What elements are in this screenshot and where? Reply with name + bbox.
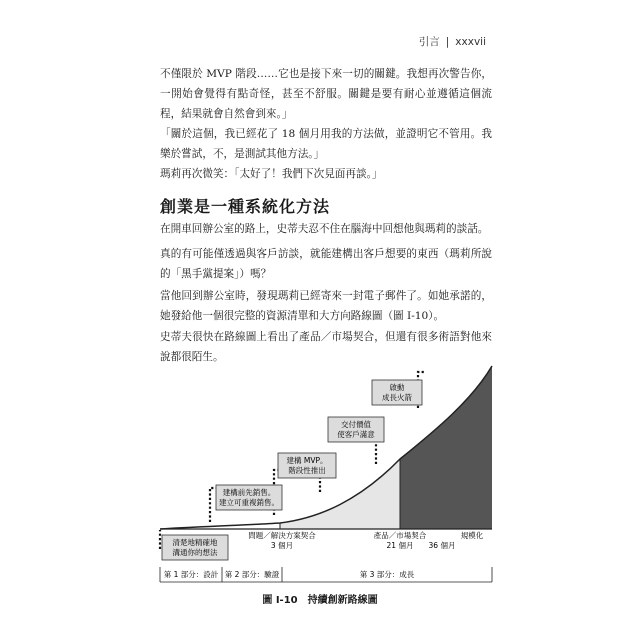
step-box-3	[278, 453, 336, 478]
body-paragraph-4: 史蒂夫很快在路線圖上看出了產品／市場契合，但還有很多術語對他來說都很陌生。	[160, 331, 492, 363]
milestone-36-time: 36 個月	[428, 541, 456, 550]
body-paragraph-1: 在開車回辦公室的路上，史蒂夫忍不住在腦海中回想他與瑪莉的談話。	[160, 223, 489, 235]
step-box-2	[216, 485, 282, 510]
step-box-5	[372, 380, 422, 405]
paragraph-1: 不僅限於 MVP 階段……它也是接下來一切的關鍵。我想再次警告你，一開始會覺得有點奇怪，甚至不舒服。關鍵是要有耐心並遵循這個流程，結果就會自然會到來。」	[160, 68, 492, 120]
step-3-line-1: 建構 MVP。	[286, 456, 328, 465]
figure-title: 持續創新路線圖	[307, 595, 378, 606]
milestone-pmf-time: 21 個月	[386, 541, 414, 550]
figure-caption	[0, 591, 640, 606]
paragraph-2: 「關於這個，我已經花了 18 個月用我的方法做，並證明它不管用。我樂於嘗試，不，是測試其他方法。」	[160, 128, 492, 160]
step-5-line-2: 成長火箭	[382, 393, 412, 402]
roadmap-figure	[150, 360, 495, 585]
phase-3-label: 第 3 部分：成長	[359, 570, 415, 579]
phase-1-label: 第 1 部分：設計	[163, 570, 219, 579]
header-section: 引言	[418, 36, 440, 48]
header-separator: |	[445, 36, 450, 48]
figure-number: 圖 I-10	[262, 595, 298, 606]
paragraph-3: 瑪莉再次微笑：「太好了！我們下次見面再談。」	[160, 168, 383, 180]
step-2-line-2: 建立可重複銷售。	[219, 498, 279, 507]
milestone-psf-label: 問題／解決方案契合	[248, 531, 316, 540]
milestone-psf-time: 3 個月	[270, 541, 294, 550]
section-heading: 創業是一種系統化方法	[160, 197, 331, 216]
step-4-line-2: 使客戶滿意	[337, 430, 375, 439]
step-1-line-2: 溝通你的想法	[172, 548, 218, 557]
step-3-line-2: 階段性推出	[288, 466, 326, 475]
step-box-4	[328, 417, 384, 442]
body-paragraph-3: 當他回到辦公室時，發現瑪莉已經寄來一封電子郵件了。如她承諾的，她發給他一個很完整的資源清單和大方向路線圖（圖 I-10）。	[160, 290, 492, 322]
milestone-pmf-label: 產品／市場契合	[373, 531, 427, 540]
milestone-scale-label: 規模化	[460, 531, 484, 540]
page-number: xxxvii	[455, 36, 486, 48]
phase-2-label: 第 2 部分：驗證	[224, 570, 280, 579]
page-header	[419, 34, 486, 49]
step-4-line-1: 交付價值	[341, 420, 371, 429]
step-5-line-1: 啟動	[389, 383, 405, 392]
step-box-1	[162, 535, 228, 560]
step-2-line-1: 建構前先銷售。	[222, 488, 276, 497]
body-paragraph-2: 真的有可能僅透過與客戶訪談，就能建構出客戶想要的東西（瑪莉所說的「黑手黨提案」）嗎？	[160, 248, 492, 280]
step-1-line-1: 清楚地精確地	[172, 538, 218, 547]
